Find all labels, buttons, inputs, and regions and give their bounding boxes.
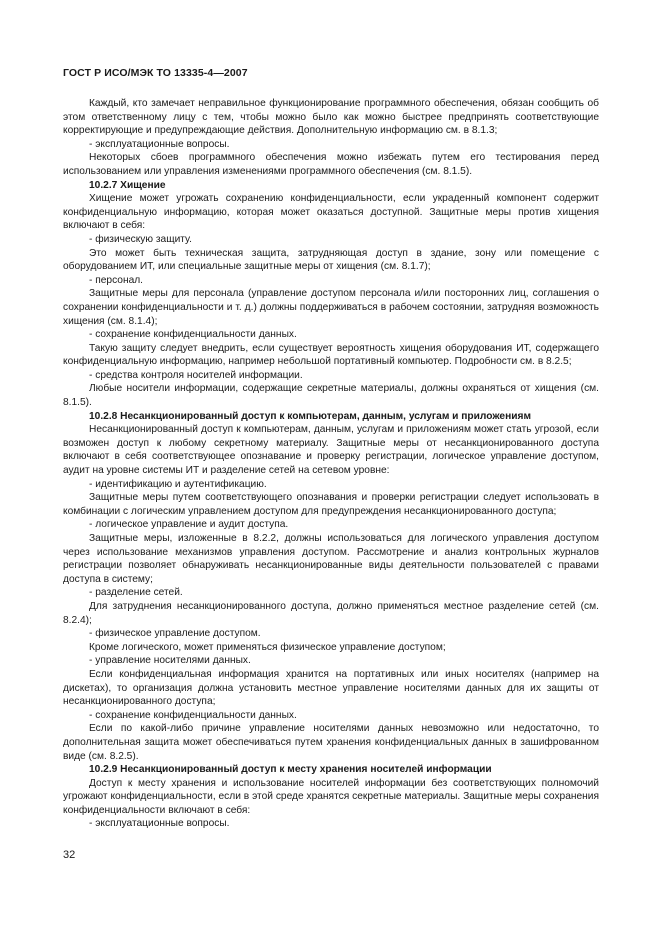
paragraph: Любые носители информации, содержащие секретные материалы, должны охраняться от хищения (см. 8.1.5). [63, 383, 599, 409]
list-item: - физическую защиту. [89, 233, 192, 245]
paragraph: Для затруднения несанкционированного доступа, должно применяться местное разделение сетей (см. 8.2.4); [63, 600, 599, 626]
list-item: - сохранение конфиденциальности данных. [89, 329, 297, 341]
paragraph: Такую защиту следует внедрить, если существует вероятность хищения оборудования ИТ, содержащего конфиденциальную информацию, например небольшой портативный компьютер. Подробности см. в 8.2.5; [63, 342, 599, 368]
list-item: - управление носителями данных. [89, 655, 251, 667]
paragraph: Это может быть техническая защита, затрудняющая доступ в здание, зону или помещение с оборудованием ИТ, или специальные защитные меры от хищения (см. 8.1.7); [63, 247, 599, 273]
paragraph: Кроме логического, может применяться физическое управление доступом; [89, 641, 446, 653]
paragraph: Доступ к месту хранения и использование носителей информации без соответствующих полномочий угрожают конфиденциальности, если в этой среде хранятся секретные материалы. Защитные меры сохранения конфиденциальности включают в себя: [63, 777, 599, 816]
paragraph: Хищение может угрожать сохранению конфиденциальности, если украденный компонент содержит конфиденциальную информацию, которая может оказаться доступной. Защитные меры против хищения включают в себя: [63, 193, 599, 232]
list-item: - средства контроля носителей информации. [89, 369, 303, 381]
paragraph: Каждый, кто замечает неправильное функционирование программного обеспечения, обязан сообщить об этом ответственному лицу с тем, чтобы можно было как можно быстрее предпринять соответствующие корректирующие и предупреждающие действия. Дополнительную информацию см. в 8.1.3; [63, 98, 599, 137]
list-item: - сохранение конфиденциальности данных. [89, 709, 297, 721]
section-heading: 10.2.9 Несанкционированный доступ к месту хранения носителей информации [89, 764, 492, 776]
paragraph: Защитные меры, изложенные в 8.2.2, должны использоваться для логического управления доступом через использование механизмов управления доступом. Рассмотрение и анализ контрольных журналов регистрации позволяет обнаруживать несанкционированные виды деятельности пользователей с правами доступа в систему; [63, 533, 599, 585]
list-item: - эксплуатационные вопросы. [89, 818, 230, 830]
list-item: - персонал. [89, 274, 144, 286]
paragraph: Защитные меры путем соответствующего опознавания и проверки регистрации следует использовать в комбинации с логическим управлением доступом для предупреждения несанкционированного доступа; [63, 492, 599, 517]
paragraph: Защитные меры для персонала (управление доступом персонала и/или посторонних лиц, соглашения о сохранении конфиденциальности и т. д.) должны поддерживаться в рабочем состоянии, затрудняя возможность хищения (см. 8.1.4); [63, 288, 599, 327]
paragraph: Если по какой-либо причине управление носителями данных невозможно или недостаточно, то дополнительная защита может обеспечиваться путем хранения конфиденциальных данных в зашифрованном виде (см. 8.2.5). [63, 723, 599, 762]
list-item: - физическое управление доступом. [89, 628, 261, 640]
document-header: ГОСТ Р ИСО/МЭК ТО 13335-4—2007 [63, 67, 248, 79]
list-item: - идентификацию и аутентификацию. [89, 478, 267, 490]
paragraph: Некоторых сбоев программного обеспечения можно избежать путем его тестирования перед использованием или управления изменениями программного обеспечения (см. 8.1.5). [63, 152, 599, 177]
paragraph: Несанкционированный доступ к компьютерам, данным, услугам и приложениям может стать угрозой, если возможен доступ к любому секретному материалу. Защитные меры от несанкционированного доступа включают в себя соответствующее опознавание и проверку регистрации, логическое управление доступом, аудит на уровне системы ИТ и разделение сетей на сетевом уровне: [63, 424, 599, 477]
page-number: 32 [63, 849, 76, 861]
document-body [63, 97, 599, 831]
paragraph: Если конфиденциальная информация хранится на портативных или иных носителях (например на дискетах), то организация должна установить местное управление носителями данных для их защиты от несанкционированного доступа; [63, 668, 599, 708]
section-heading: 10.2.7 Хищение [89, 179, 166, 191]
list-item: - разделение сетей. [89, 587, 183, 599]
list-item: - логическое управление и аудит доступа. [89, 519, 289, 531]
list-item: - эксплуатационные вопросы. [89, 138, 230, 150]
section-heading: 10.2.8 Несанкционированный доступ к компьютерам, данным, услугам и приложениям [89, 410, 531, 422]
